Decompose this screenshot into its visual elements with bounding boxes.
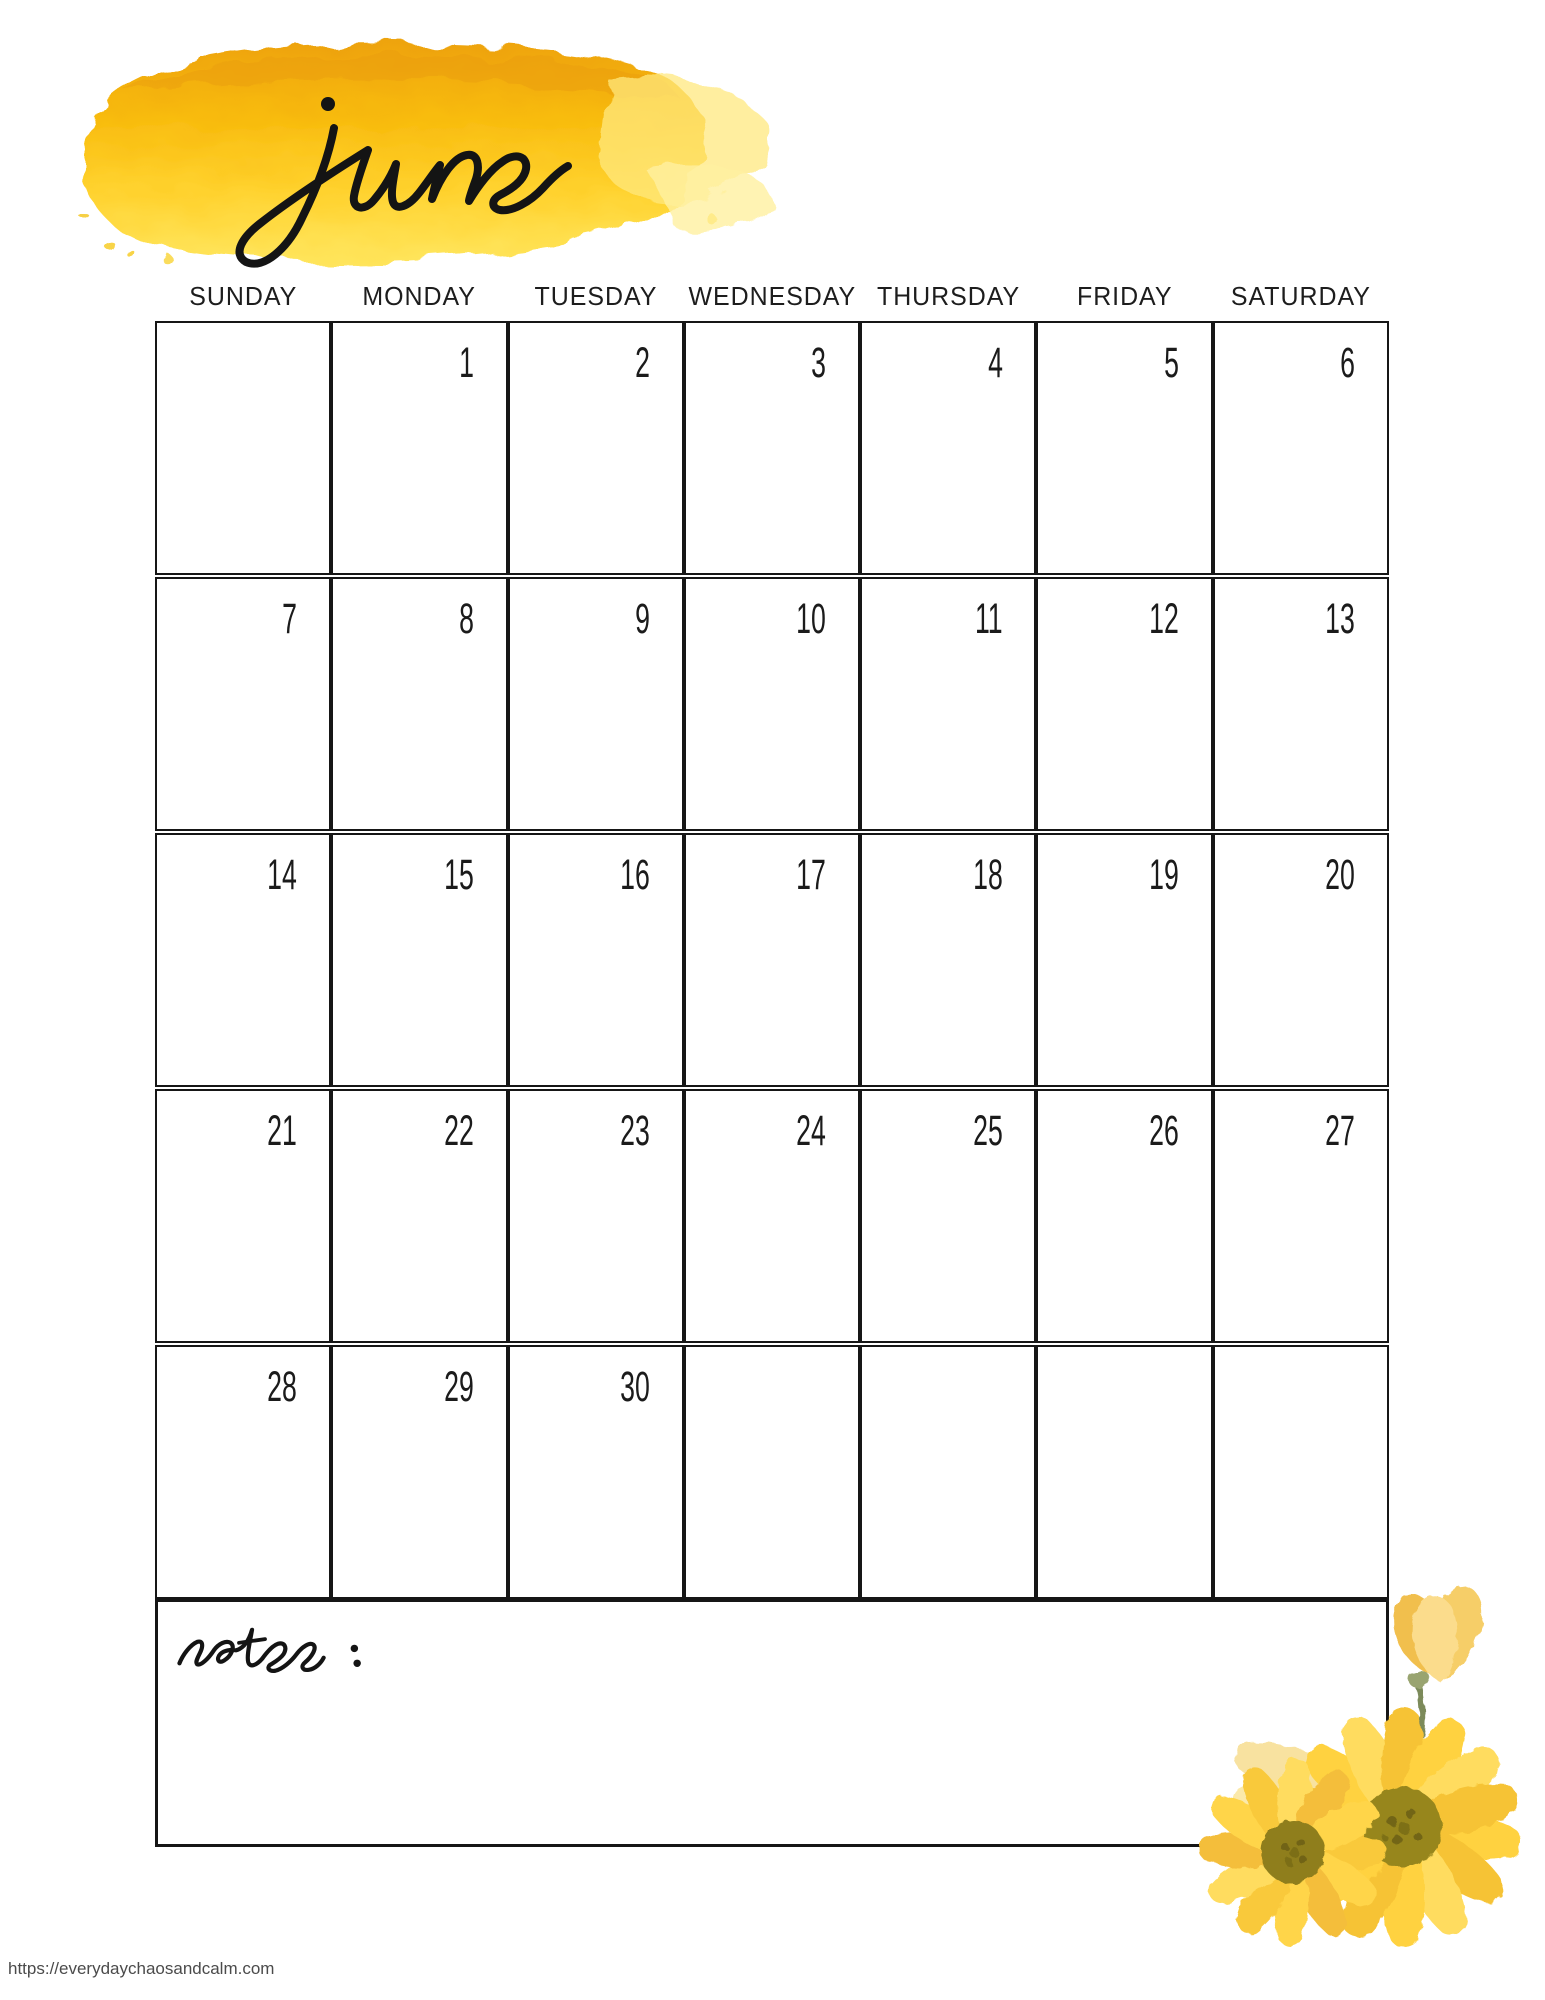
calendar-cell xyxy=(155,833,331,1087)
calendar-cell xyxy=(860,1089,1036,1343)
calendar-cell xyxy=(1036,577,1212,831)
day-number: 21 xyxy=(267,1107,298,1155)
day-number: 28 xyxy=(267,1363,298,1411)
weekday-header xyxy=(331,274,507,318)
weekday-header-label: MONDAY xyxy=(362,281,477,311)
day-number: 4 xyxy=(987,339,1003,387)
weekday-header xyxy=(508,274,684,318)
day-number: 22 xyxy=(443,1107,474,1155)
calendar-cell xyxy=(508,1089,684,1343)
day-number: 19 xyxy=(1149,851,1179,899)
calendar-cell xyxy=(331,1089,507,1343)
day-number: 8 xyxy=(458,595,474,643)
day-number: 12 xyxy=(1149,595,1179,643)
weekday-header-label: WEDNESDAY xyxy=(688,281,856,311)
calendar-cell xyxy=(508,1345,684,1599)
calendar-cell xyxy=(508,833,684,1087)
day-number: 2 xyxy=(635,339,650,387)
calendar-cell xyxy=(508,577,684,831)
day-number: 18 xyxy=(972,851,1003,899)
calendar-cell xyxy=(860,321,1036,575)
calendar-cell xyxy=(1036,321,1212,575)
calendar-cell xyxy=(684,321,860,575)
calendar-cell xyxy=(1213,833,1389,1087)
weekday-header xyxy=(860,274,1036,318)
weekday-header-label: THURSDAY xyxy=(876,281,1020,311)
calendar-cell xyxy=(1036,1089,1212,1343)
weekday-header-label: TUESDAY xyxy=(534,281,658,311)
day-number: 29 xyxy=(443,1363,474,1411)
day-number: 6 xyxy=(1340,339,1355,387)
day-number: 9 xyxy=(635,595,650,643)
calendar-cell xyxy=(331,833,507,1087)
day-number: 27 xyxy=(1325,1107,1355,1155)
calendar-cell xyxy=(331,1345,507,1599)
footer-url[interactable]: https://everydaychaosandcalm.com xyxy=(8,1959,275,1978)
day-number: 13 xyxy=(1325,595,1355,643)
calendar-cell xyxy=(155,321,331,575)
june-script xyxy=(188,62,618,277)
calendar-cell xyxy=(860,833,1036,1087)
day-number: 10 xyxy=(796,595,827,643)
calendar-grid xyxy=(155,321,1389,1599)
day-number: 24 xyxy=(796,1107,827,1155)
day-number: 15 xyxy=(443,851,474,899)
weekday-header xyxy=(155,274,331,318)
weekday-header-label: SUNDAY xyxy=(189,281,298,311)
calendar-cell xyxy=(155,577,331,831)
calendar-cell xyxy=(155,1089,331,1343)
weekday-header xyxy=(1036,274,1212,318)
calendar-cell xyxy=(155,1345,331,1599)
day-number: 30 xyxy=(620,1363,650,1411)
calendar-cell xyxy=(1213,1089,1389,1343)
weekday-header-label: FRIDAY xyxy=(1076,281,1173,311)
day-number: 16 xyxy=(620,851,650,899)
day-number: 23 xyxy=(620,1107,650,1155)
day-number: 3 xyxy=(811,339,827,387)
day-number: 26 xyxy=(1149,1107,1179,1155)
calendar-cell xyxy=(684,577,860,831)
day-number: 11 xyxy=(974,595,1003,643)
calendar-cell xyxy=(1036,833,1212,1087)
calendar-cell xyxy=(1213,1345,1389,1599)
day-number: 7 xyxy=(282,595,298,643)
day-number: 25 xyxy=(972,1107,1003,1155)
weekday-header-label: SATURDAY xyxy=(1230,281,1371,311)
calendar-cell xyxy=(1036,1345,1212,1599)
flower-decoration xyxy=(1155,1575,1545,1970)
day-number: 5 xyxy=(1163,339,1179,387)
weekday-header-row xyxy=(155,274,1389,318)
calendar-cell xyxy=(1213,321,1389,575)
calendar-cell xyxy=(684,1345,860,1599)
notes-script xyxy=(172,1614,386,1694)
calendar-cell xyxy=(684,833,860,1087)
weekday-header xyxy=(1213,274,1389,318)
calendar-cell xyxy=(860,577,1036,831)
calendar-cell xyxy=(1213,577,1389,831)
calendar-cell xyxy=(331,577,507,831)
calendar-cell xyxy=(508,321,684,575)
calendar-cell xyxy=(331,321,507,575)
calendar-cell xyxy=(684,1089,860,1343)
weekday-header xyxy=(684,274,860,318)
day-number: 1 xyxy=(458,339,474,387)
day-number: 20 xyxy=(1325,851,1355,899)
day-number: 17 xyxy=(796,851,827,899)
day-number: 14 xyxy=(267,851,298,899)
calendar-cell xyxy=(860,1345,1036,1599)
